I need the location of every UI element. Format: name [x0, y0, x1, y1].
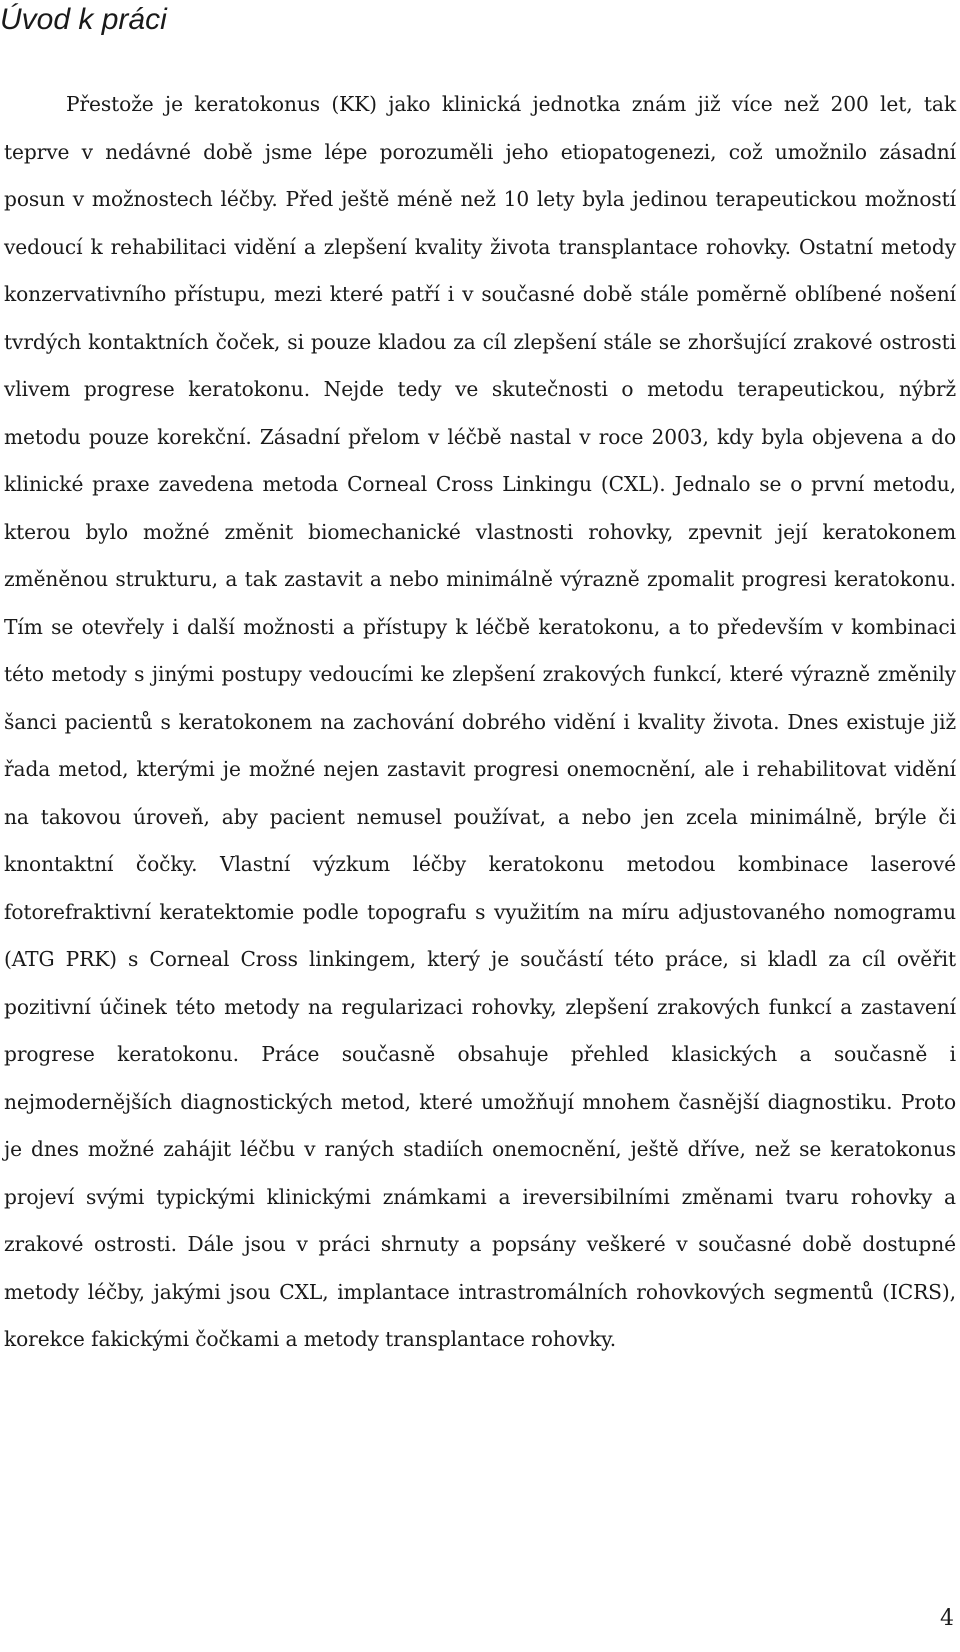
page-number: 4 — [940, 1606, 954, 1631]
section-heading: Úvod k práci — [0, 3, 167, 36]
body-paragraph: Přestože je keratokonus (KK) jako klinická jednotka znám již více než 200 let, tak teprve v nedávné době jsme lépe porozuměli jeho etiopatogenezi, což umožnilo zásadní posun v možnostech léčby. Před ještě méně než 10 lety byla jedinou terapeutickou možností vedoucí k rehabilitaci vidění a zlepšení kvality života transplantace rohovky. Ostatní metody konzervativního přístupu, mezi které patří i v současné době stále poměrně oblíbené nošení tvrdých kontaktních čoček, si pouze kladou za cíl zlepšení stále se zhoršující zrakové ostrosti vlivem progrese keratokonu. Nejde tedy ve skutečnosti o metodu terapeutickou, nýbrž metodu pouze korekční. Zásadní přelom v léčbě nastal v roce 2003, kdy byla objevena a do klinické praxe zavedena metoda Corneal Cross Linkingu (CXL). Jednalo se o první metodu, kterou bylo možné změnit biomechanické vlastnosti rohovky, zpevnit její keratokonem změněnou strukturu, a tak zastavit a nebo minimálně výrazně zpomalit progresi keratokonu. Tím se otevřely i další možnosti a přístupy k léčbě keratokonu, a to především v kombinaci této metody s jinými postupy vedoucími ke zlepšení zrakových funkcí, které výrazně změnily šanci pacientů s keratokonem na zachování dobrého vidění i kvality života. Dnes existuje již řada metod, kterými je možné nejen zastavit progresi onemocnění, ale i rehabilitovat vidění na takovou úroveň, aby pacient nemusel používat, a nebo jen zcela minimálně, brýle či knontaktní čočky. Vlastní výzkum léčby keratokonu metodou kombinace laserové fotorefraktivní keratektomie podle topografu s využitím na míru adjustovaného nomogramu (ATG PRK) s Corneal Cross linkingem, který je součástí této práce, si kladl za cíl ověřit pozitivní účinek této metody na regularizaci rohovky, zlepšení zrakových funkcí a zastavení progrese keratokonu. Práce současně obsahuje přehled klasických a současně i nejmodernějších diagnostických metod, které umožňují mnohem časnější diagnostiku. Proto je dnes možné zahájit léčbu v raných stadiích onemocnění, ještě dříve, než se keratokonus projeví svými typickými klinickými známkami a ireversibilními změnami tvaru rohovky a zrakové ostrosti. Dále jsou v práci shrnuty a popsány veškeré v současné době dostupné metody léčby, jakými jsou CXL, implantace intrastromálních rohovkových segmentů (ICRS), korekce fakickými čočkami a metody transplantace rohovky. — [4, 92, 956, 1351]
